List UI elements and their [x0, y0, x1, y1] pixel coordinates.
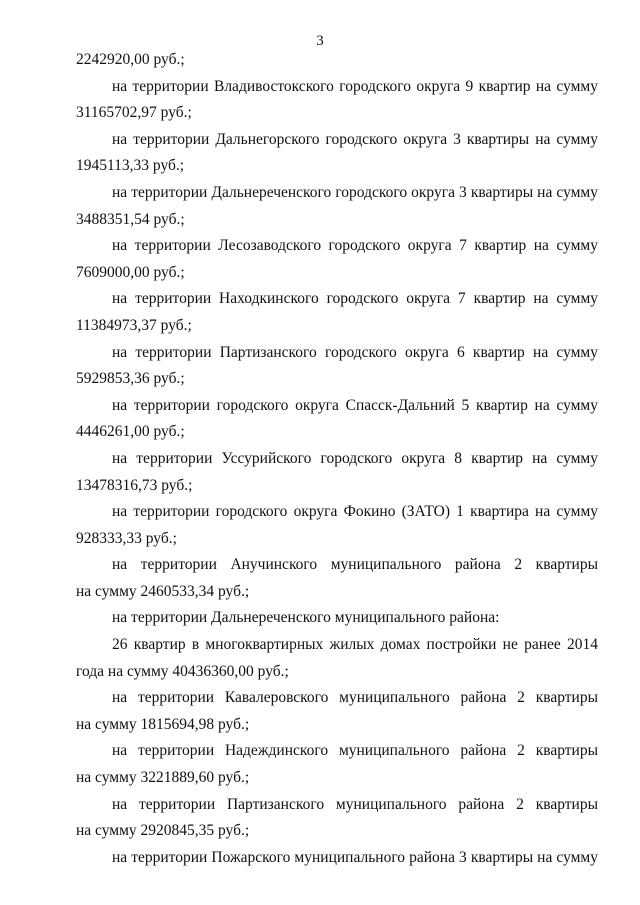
paragraph-line: 31165702,97 руб.; — [76, 104, 192, 122]
paragraph-line: на территории Уссурийского городского округа 8 квартир на сумму — [112, 449, 598, 467]
paragraph-heading — [76, 605, 598, 632]
paragraph-line: 5929853,36 руб.; — [76, 370, 185, 388]
paragraph-line: на территории Дальнереченского городского округа 3 квартиры на сумму — [112, 183, 598, 201]
paragraph-line: на территории городского округа Фокино (ЗАТО) 1 квартира на сумму — [112, 503, 598, 521]
paragraph-line: на сумму 2920845,35 руб.; — [76, 822, 250, 840]
paragraph-item — [76, 340, 598, 393]
paragraph-line: 13478316,73 руб.; — [76, 476, 193, 494]
paragraph-line: на территории Анучинского муниципального района 2 квартиры — [112, 556, 598, 574]
paragraph-line: на сумму 3221889,60 руб.; — [76, 769, 250, 787]
paragraph-item — [76, 233, 598, 286]
paragraph-item — [76, 738, 598, 791]
paragraph-line: 11384973,37 руб.; — [76, 316, 192, 334]
paragraph-line: 26 квартир в многоквартирных жилых домах постройки не ранее 2014 — [112, 636, 598, 654]
page-number: 3 — [316, 33, 324, 49]
paragraph-continuation — [76, 47, 598, 74]
paragraph-item — [76, 127, 598, 180]
paragraph-line: на территории Находкинского городского округа 7 квартир на сумму — [112, 290, 598, 308]
paragraph-line: на сумму 2460533,34 руб.; — [76, 582, 250, 600]
paragraph-item — [76, 792, 598, 845]
paragraph-trailing — [76, 845, 598, 872]
paragraph-item — [76, 685, 598, 738]
paragraph-item — [76, 393, 598, 446]
paragraph-item — [76, 180, 598, 233]
paragraph-line: 7609000,00 руб.; — [76, 263, 185, 281]
paragraph-line: на территории Пожарского муниципального района 3 квартиры на сумму — [112, 848, 598, 866]
paragraph-item — [76, 632, 598, 685]
paragraph-line: на территории Надеждинского муниципального района 2 квартиры — [112, 742, 598, 760]
paragraph-line: 2242920,00 руб.; — [76, 51, 185, 68]
paragraph-line: на территории Кавалеровского муниципального района 2 квартиры — [112, 689, 598, 707]
document-body — [76, 47, 598, 871]
paragraph-line: года на сумму 40436360,00 руб.; — [76, 662, 289, 680]
paragraph-item — [76, 446, 598, 499]
paragraph-line: 3488351,54 руб.; — [76, 210, 185, 228]
paragraph-line: на территории Лесозаводского городского округа 7 квартир на сумму — [112, 237, 598, 255]
paragraph-line: на сумму 1815694,98 руб.; — [76, 715, 250, 733]
paragraph-line: 4446261,00 руб.; — [76, 423, 185, 441]
paragraph-line: 1945113,33 руб.; — [76, 157, 185, 175]
paragraph-item — [76, 74, 598, 127]
paragraph-item — [76, 552, 598, 605]
paragraph-line: на территории Партизанского городского округа 6 квартир на сумму — [112, 343, 598, 361]
paragraph-line: на территории Дальнегорского городского округа 3 квартиры на сумму — [112, 130, 598, 148]
paragraph-line: на территории городского округа Спасск-Дальний 5 квартир на сумму — [112, 396, 598, 414]
paragraph-item — [76, 499, 598, 552]
paragraph-line: на территории Дальнереченского муниципального района: — [112, 609, 500, 627]
paragraph-line: на территории Владивостокского городского округа 9 квартир на сумму — [112, 77, 598, 95]
paragraph-line: на территории Партизанского муниципального района 2 квартиры — [112, 795, 598, 813]
paragraph-item — [76, 286, 598, 339]
paragraph-line: 928333,33 руб.; — [76, 529, 177, 547]
